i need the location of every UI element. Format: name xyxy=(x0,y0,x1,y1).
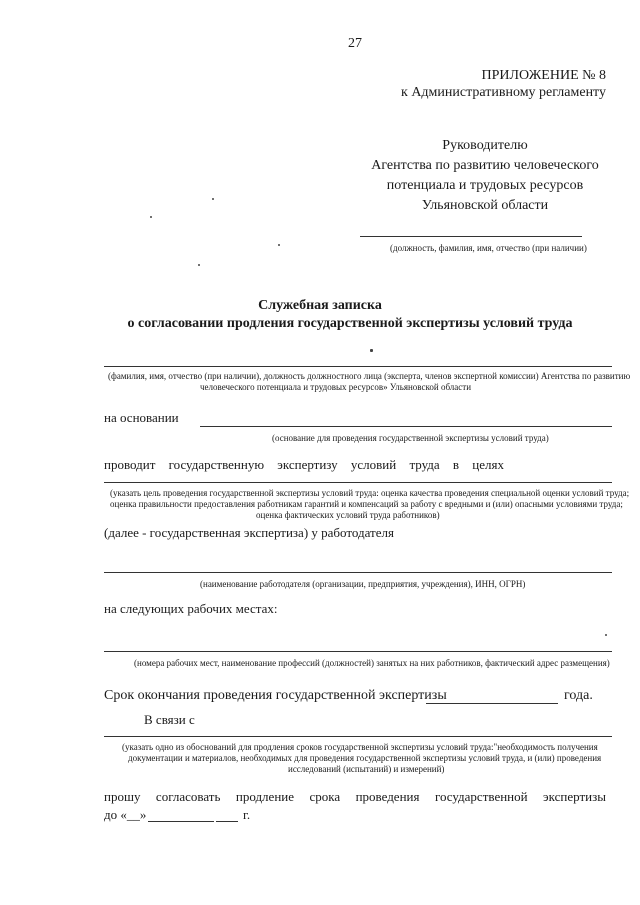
scan-speck xyxy=(212,198,214,200)
reason-hint-3: исследований (испытаний) и измерений) xyxy=(288,764,445,774)
addressee-line-2: Агентства по развитию человеческого xyxy=(371,158,599,173)
basis-fill-line xyxy=(200,426,612,427)
purpose-hint-3: оценка фактических условий труда работников) xyxy=(256,510,440,520)
page-number: 27 xyxy=(348,36,362,51)
workplaces-hint: (номера рабочих мест, наименование профессий (должностей) занятых на них работников, фактический адрес размещения) xyxy=(134,658,610,668)
addressee-line-4: Ульяновской области xyxy=(421,198,549,213)
heading-title: Служебная записка xyxy=(258,298,382,313)
deadline-label: Срок окончания проведения государственной экспертизы xyxy=(104,688,447,703)
heading-subtitle: о согласовании продления государственной экспертизы условий труда xyxy=(127,316,573,331)
addressee-line-3: потенциала и трудовых ресурсов xyxy=(386,178,584,193)
addressee-block xyxy=(360,136,610,216)
addressee-hint: (должность, фамилия, имя, отчество (при наличии) xyxy=(390,243,587,253)
conducts-word: условий xyxy=(350,457,397,472)
employer-label: (далее - государственная экспертиза) у работодателя xyxy=(104,525,394,540)
scan-speck xyxy=(278,244,280,246)
until-year-line xyxy=(216,821,238,822)
conducts-word: в xyxy=(452,457,460,472)
expert-fill-line xyxy=(104,366,612,367)
year-suffix: г. xyxy=(243,807,251,822)
employer-hint: (наименование работодателя (организации, предприятия, учреждения), ИНН, ОГРН) xyxy=(200,579,526,589)
purpose-fill-line xyxy=(104,482,612,483)
purpose-hint-2: оценка правильности предоставления работникам гарантий и компенсаций за работу с вредными и (или) опасными условиями труда; xyxy=(110,499,623,509)
conducts-word: экспертизу xyxy=(277,457,338,472)
scan-speck xyxy=(605,634,607,636)
request-word: согласовать xyxy=(155,789,221,804)
request-word: экспертизы xyxy=(543,789,606,804)
conducts-word: труда xyxy=(409,457,440,472)
expert-hint-1: (фамилия, имя, отчество (при наличии), должность должностного лица (эксперта, членов экспертной комиссии) Агентства по развитию xyxy=(108,371,631,381)
scan-speck xyxy=(198,264,200,266)
basis-label: на основании xyxy=(104,410,179,425)
employer-fill-line xyxy=(104,572,612,573)
conducts-line xyxy=(104,457,504,473)
appendix-title: ПРИЛОЖЕНИЕ № 8 xyxy=(481,68,606,83)
request-line xyxy=(104,789,606,805)
addressee-signature-line xyxy=(360,236,582,237)
purpose-hint-1: (указать цель проведения государственной экспертизы условий труда: оценка качества проведения специальной оценки условий труда; xyxy=(110,488,630,498)
workplaces-label: на следующих рабочих местах: xyxy=(104,601,278,616)
deadline-fill-line xyxy=(426,703,558,704)
appendix-subtitle: к Административному регламенту xyxy=(401,85,606,100)
workplaces-fill-line xyxy=(104,651,612,652)
scan-speck xyxy=(370,349,373,352)
due-to-label: В связи с xyxy=(144,712,195,727)
request-word: проведения xyxy=(355,789,420,804)
until-month-line xyxy=(148,821,214,822)
request-word: срока xyxy=(309,789,341,804)
conducts-word: целях xyxy=(472,457,504,472)
reason-hint-2: документации и материалов, необходимых для проведения государственной экспертизы условий труда, и (или) проведения xyxy=(128,753,602,763)
basis-hint: (основание для проведения государственной экспертизы условий труда) xyxy=(272,433,549,443)
expert-hint-2: человеческого потенциала и трудовых ресурсов» Ульяновской области xyxy=(200,382,472,392)
addressee-line-1: Руководителю xyxy=(442,138,528,153)
scan-speck xyxy=(150,216,152,218)
reason-fill-line xyxy=(104,736,612,737)
deadline-suffix: года. xyxy=(564,688,593,703)
request-word: государственной xyxy=(434,789,528,804)
request-word: прошу xyxy=(104,789,141,804)
request-word: продление xyxy=(235,789,294,804)
until-label: до «__» xyxy=(104,807,147,822)
reason-hint-1: (указать одно из обоснований для продления сроков государственной экспертизы условий труда:"необходимость получения xyxy=(122,742,598,752)
conducts-word: государственную xyxy=(168,457,265,472)
conducts-word: проводит xyxy=(104,457,156,472)
